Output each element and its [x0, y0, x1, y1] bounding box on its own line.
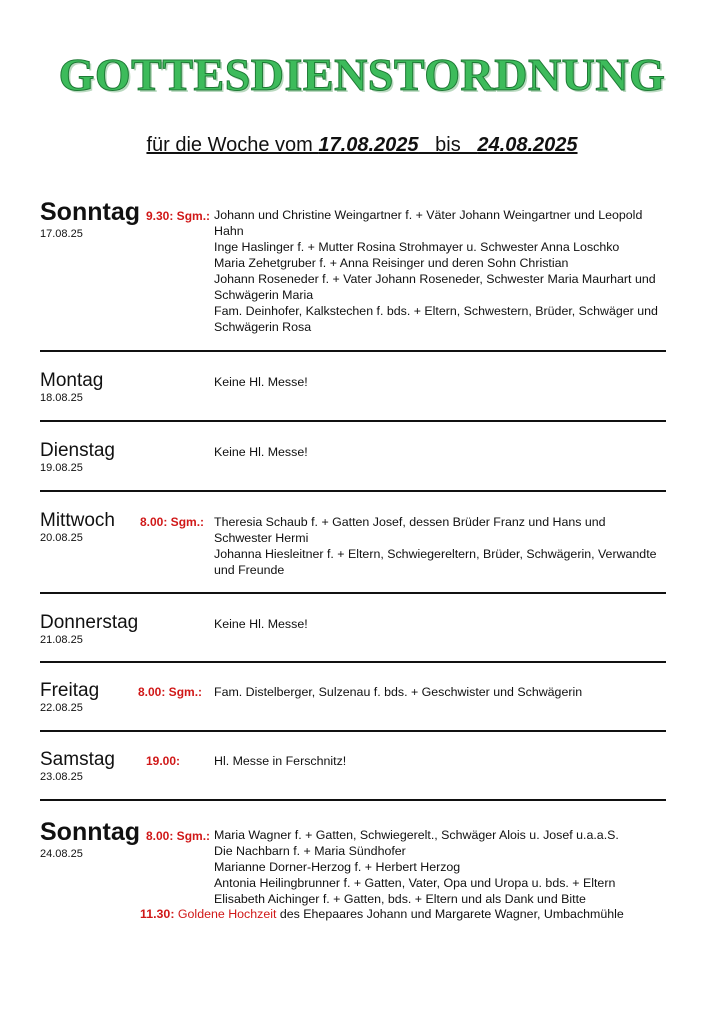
date-from: 17.08.2025	[318, 134, 419, 156]
divider	[40, 799, 666, 801]
day-wednesday	[40, 510, 666, 582]
day-thursday	[40, 612, 666, 652]
day-name: Montag	[40, 370, 104, 391]
divider	[40, 592, 666, 594]
day-date: 24.08.25	[40, 848, 83, 860]
intention: Johann und Christine Weingartner f. + Väter Johann Weingartner und Leopold Hahn	[214, 208, 643, 238]
intentions-list	[214, 753, 666, 769]
intentions-list	[214, 444, 666, 460]
divider	[40, 490, 666, 492]
date-to: 24.08.2025	[477, 134, 578, 156]
divider	[40, 350, 666, 352]
occasion-text: des Ehepaares Johann und Margarete Wagner, Umbachmühle	[276, 907, 624, 921]
subtitle-between: bis	[418, 134, 478, 156]
intentions-list	[214, 616, 666, 632]
day-date: 21.08.25	[40, 634, 83, 646]
service-time: 8.00: Sgm.:	[140, 515, 205, 529]
day-date: 23.08.25	[40, 771, 83, 783]
intention: Marianne Dorner-Herzog f. + Herbert Herzog	[214, 860, 461, 874]
intentions-list	[214, 207, 666, 335]
subtitle-prefix: für die Woche vom	[146, 134, 319, 156]
golden-wedding-line	[140, 907, 624, 921]
service-time: 9.30: Sgm.:	[146, 209, 211, 223]
intention: Fam. Distelberger, Sulzenau f. bds. + Geschwister und Schwägerin	[214, 685, 583, 699]
day-name: Sonntag	[40, 818, 140, 846]
intentions-list	[214, 514, 666, 578]
service-time: 11.30:	[140, 907, 175, 921]
intentions-list	[214, 684, 666, 700]
day-friday	[40, 680, 666, 720]
day-name: Sonntag	[40, 198, 140, 226]
intention: Hl. Messe in Ferschnitz!	[214, 754, 347, 768]
intention: Inge Haslinger f. + Mutter Rosina Strohmayer u. Schwester Anna Loschko	[214, 240, 620, 254]
day-monday	[40, 370, 666, 410]
page-title: GOTTESDIENSTORDNUNG	[58, 49, 666, 100]
day-name: Freitag	[40, 680, 100, 701]
intention: Maria Zehetgruber f. + Anna Reisinger und deren Sohn Christian	[214, 256, 569, 270]
day-name: Samstag	[40, 749, 115, 770]
intention: Antonia Heilingbrunner f. + Gatten, Vater, Opa und Uropa u. bds. + Eltern	[214, 876, 616, 890]
intention: Maria Wagner f. + Gatten, Schwiegerelt., Schwäger Alois u. Josef u.a.a.S.	[214, 828, 619, 842]
divider	[40, 420, 666, 422]
divider	[40, 661, 666, 663]
week-subtitle	[0, 134, 724, 157]
intention: Fam. Deinhofer, Kalkstechen f. bds. + Eltern, Schwestern, Brüder, Schwäger und Schwägerin Rosa	[214, 304, 658, 334]
intention: Johanna Hiesleitner f. + Eltern, Schwiegereltern, Brüder, Schwägerin, Verwandte und Freunde	[214, 547, 657, 577]
day-sunday-2	[40, 818, 666, 948]
day-tuesday	[40, 440, 666, 480]
day-name: Dienstag	[40, 440, 115, 461]
day-date: 20.08.25	[40, 532, 83, 544]
intentions-list	[214, 827, 666, 907]
service-time: 8.00: Sgm.:	[146, 829, 211, 843]
day-saturday	[40, 749, 666, 789]
intention: Elisabeth Aichinger f. + Gatten, bds. + Eltern und als Dank und Bitte	[214, 892, 586, 906]
intention: Theresia Schaub f. + Gatten Josef, dessen Brüder Franz und Hans und Schwester Hermi	[214, 515, 606, 545]
day-name: Donnerstag	[40, 612, 139, 633]
day-date: 17.08.25	[40, 228, 83, 240]
intention: Keine Hl. Messe!	[214, 617, 308, 631]
intention: Johann Roseneder f. + Vater Johann Roseneder, Schwester Maria Maurhart und Schwägerin Maria	[214, 272, 656, 302]
intention: Die Nachbarn f. + Maria Sündhofer	[214, 844, 406, 858]
day-date: 18.08.25	[40, 392, 83, 404]
service-time: 8.00: Sgm.:	[138, 685, 203, 699]
intention: Keine Hl. Messe!	[214, 375, 308, 389]
day-name: Mittwoch	[40, 510, 115, 531]
occasion-label: Goldene Hochzeit	[177, 907, 277, 921]
day-date: 22.08.25	[40, 702, 83, 714]
intention: Keine Hl. Messe!	[214, 445, 308, 459]
intentions-list	[214, 374, 666, 390]
divider	[40, 730, 666, 732]
day-sunday-1	[40, 198, 666, 338]
service-time: 19.00:	[146, 754, 181, 768]
day-date: 19.08.25	[40, 462, 83, 474]
